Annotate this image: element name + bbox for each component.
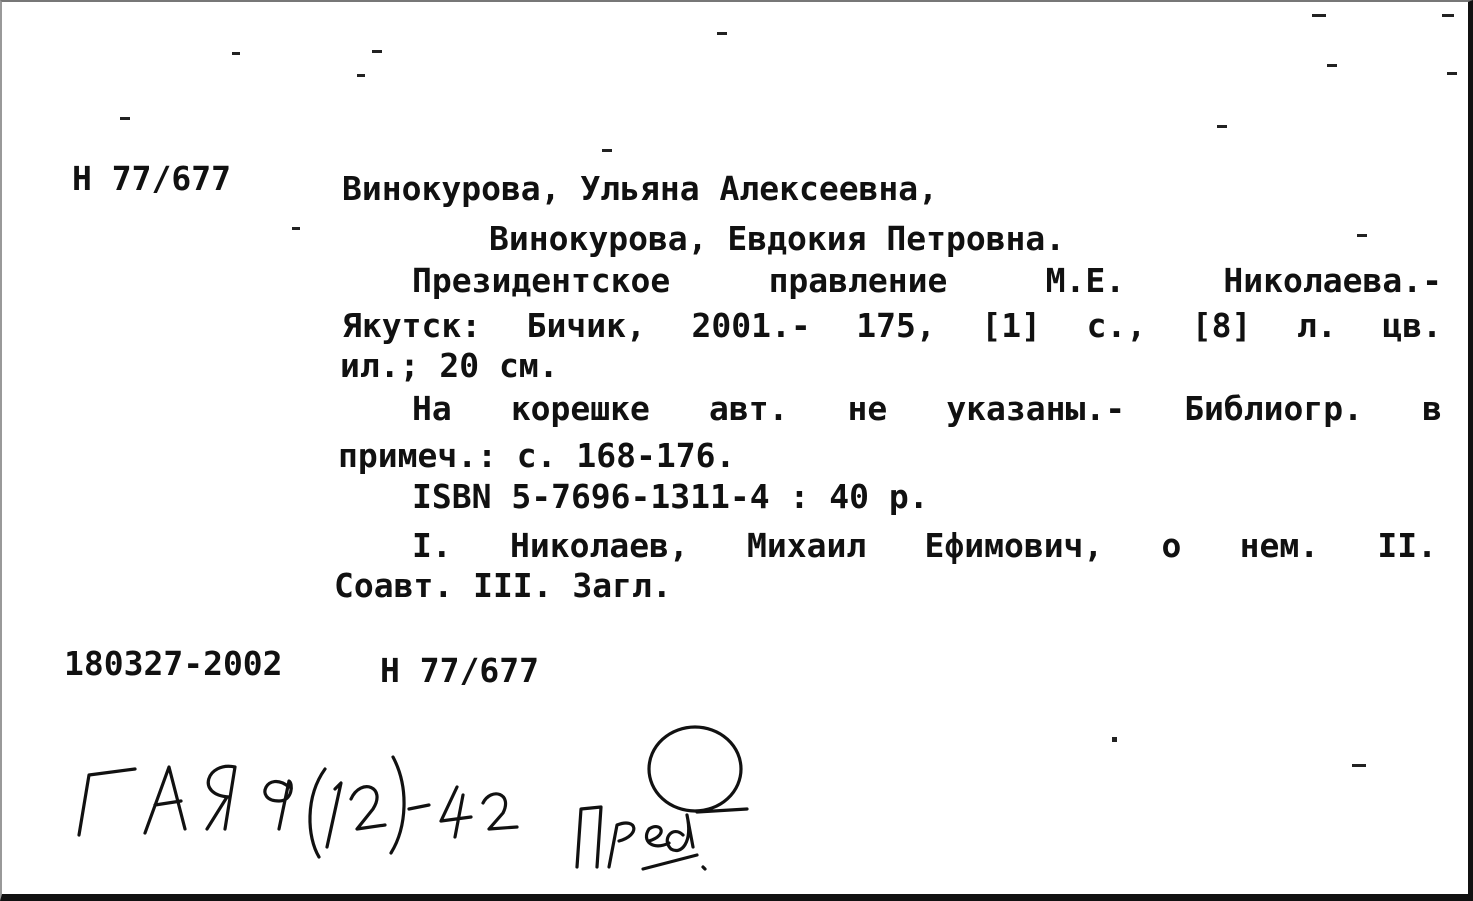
tracing-line: I. Николаев, Михаил Ефимович, о нем. II. bbox=[412, 526, 1437, 565]
scan-speck bbox=[1442, 14, 1454, 17]
shelfmark-repeat: Н 77/677 bbox=[380, 651, 539, 690]
scan-speck bbox=[1447, 72, 1457, 75]
scan-speck bbox=[1327, 64, 1337, 67]
scan-speck bbox=[357, 74, 365, 77]
accession-number: 180327-2002 bbox=[64, 644, 283, 683]
scan-speck bbox=[292, 227, 300, 230]
scan-speck bbox=[372, 50, 382, 53]
author-heading: Винокурова, Ульяна Алексеевна, bbox=[342, 169, 939, 208]
tracing-line-2: Соавт. III. Загл. bbox=[334, 566, 672, 605]
scan-speck bbox=[1312, 14, 1326, 17]
scan-speck bbox=[717, 32, 727, 35]
scan-speck bbox=[232, 52, 240, 55]
scan-speck bbox=[1352, 764, 1366, 767]
imprint-line: Якутск: Бичик, 2001.- 175, [1] с., [8] л. цв. bbox=[342, 306, 1442, 345]
scan-speck bbox=[1112, 737, 1117, 742]
note-line-2: примеч.: с. 168-176. bbox=[338, 436, 736, 475]
scan-speck bbox=[120, 117, 130, 120]
note-line: На корешке авт. не указаны.- Библиогр. в bbox=[412, 389, 1442, 428]
coauthor-line: Винокурова, Евдокия Петровна. bbox=[489, 219, 1066, 258]
imprint-end-line: ил.; 20 см. bbox=[340, 346, 559, 385]
shelfmark: Н 77/677 bbox=[72, 159, 231, 198]
scan-speck bbox=[602, 149, 612, 152]
scan-speck bbox=[1357, 234, 1367, 237]
title-line: Президентское правление М.Е. Николаева.- bbox=[412, 261, 1442, 300]
isbn-line: ISBN 5-7696-1311-4 : 40 р. bbox=[412, 477, 929, 516]
scan-speck bbox=[1217, 125, 1227, 128]
handwritten-note bbox=[57, 717, 777, 887]
